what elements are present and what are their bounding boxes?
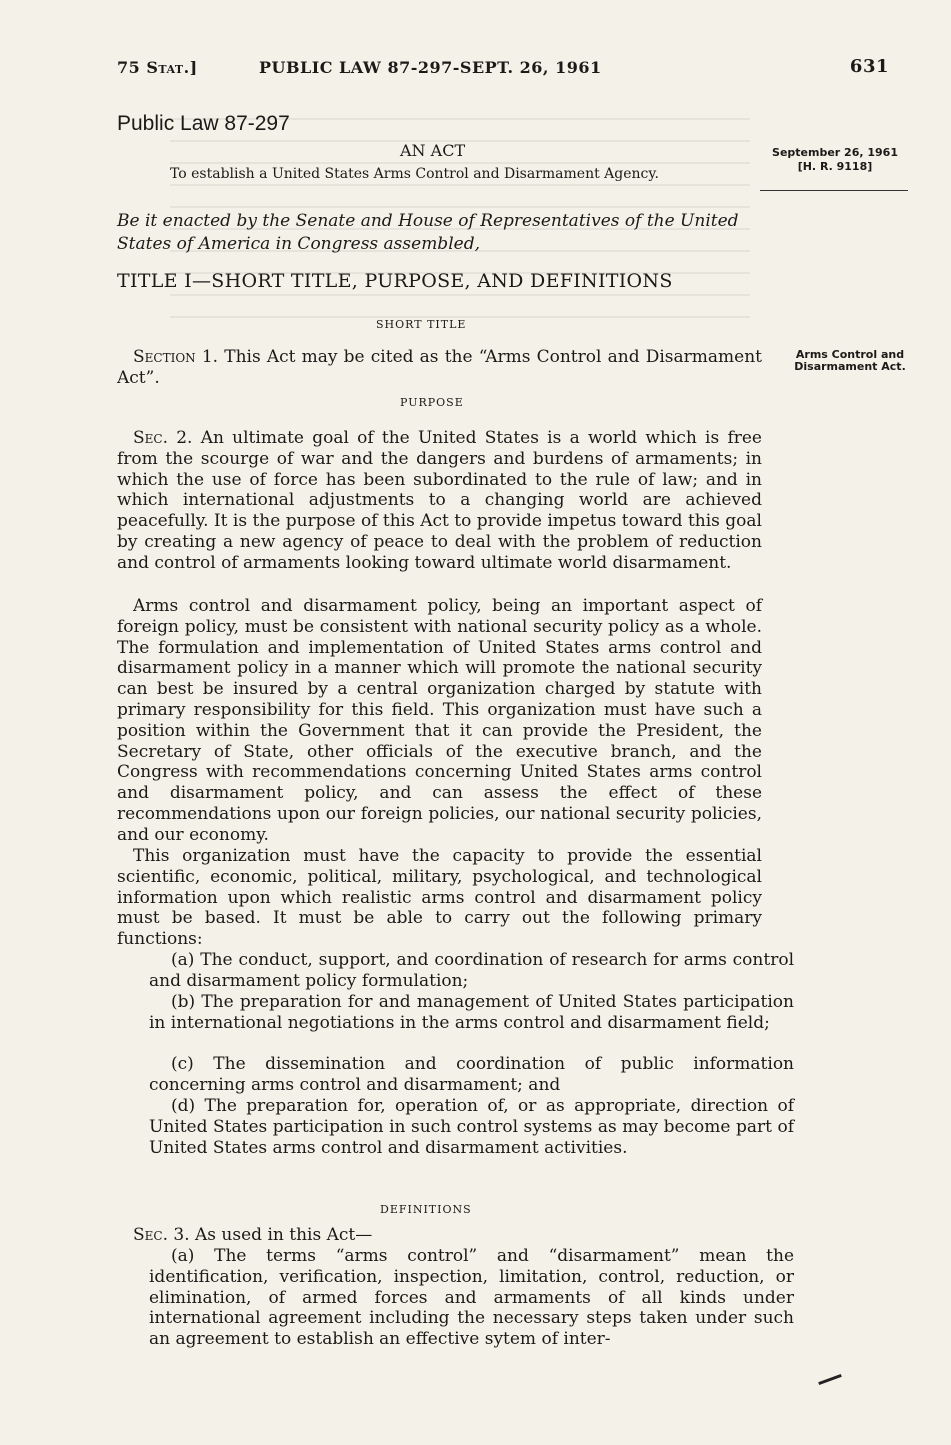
date-note	[760, 146, 910, 191]
definitions-heading: DEFINITIONS	[380, 1203, 472, 1216]
short-title-heading: SHORT TITLE	[376, 318, 467, 331]
list-item: (d) The preparation for, operation of, or as appropriate, direction of United States participation in such control systems as may become part of United States arms control and disarmament activities.	[149, 1096, 794, 1158]
act-subtitle: To establish a United States Arms Control and Disarmament Agency.	[170, 166, 659, 182]
list-item: (a) The conduct, support, and coordination of research for arms control and disarmament policy formulation;	[149, 950, 794, 991]
purpose-heading: PURPOSE	[400, 396, 464, 409]
margin-note: Arms Control and Disarmament Act.	[794, 348, 906, 373]
section-1	[117, 347, 762, 389]
enacting-clause: Be it enacted by the Senate and House of Representatives of the United States of America in Congress assembled,	[117, 211, 739, 254]
public-law-number: Public Law 87-297	[117, 112, 290, 135]
section-label: Sec. 2.	[133, 428, 193, 448]
section-2-paragraph: Arms control and disarmament policy, being an important aspect of foreign policy, must be consistent with national security policy as a whole. The formulation and implementation of United States arms control and disarmament policy in a manner which will promote the national security can best be insured by a central organization charged by statute with primary responsibility for this field. This organization must have such a position within the Government that it can provide the President, the Secretary of State, other officials of the executive branch, and the Congress with recommendations concerning United States arms control and disarmament policy, and can assess the effect of these recommendations upon our foreign policies, our national security policies, and our economy.	[117, 596, 762, 845]
page-number: 631	[849, 56, 889, 77]
list-item: (a) The terms “arms control” and “disarmament” mean the identification, verification, inspection, limitation, control, reduction, or elimination, of armed forces and armaments of all kinds under international agreement including the necessary steps taken under such an agreement to establish an effective sytem of inter-	[149, 1246, 794, 1350]
law-citation: PUBLIC LAW 87-297-SEPT. 26, 1961	[259, 58, 602, 77]
list-item: (b) The preparation for and management of United States participation in international negotiations in the arms control and disarmament field;	[149, 992, 794, 1033]
section-3-intro	[117, 1225, 762, 1246]
section-2-paragraph: This organization must have the capacity to provide the essential scientific, economic, political, military, psychological, and technological information upon which realistic arms control and disarmament policy must be based. It must be able to carry out the following primary functions:	[117, 846, 762, 950]
approval-date: September 26, 1961	[772, 146, 898, 159]
section-text: An ultimate goal of the United States is a world which is free from the scourge of war and the dangers and burdens of armaments; in which the use of force has been subordinated to the rule of law; and in which international adjustments to a changing world are achieved peacefully. It is the purpose of this Act to provide impetus toward this goal by creating a new agency of peace to deal with the problem of reduction and control of armaments looking toward ultimate world disarmament.	[117, 428, 762, 573]
divider	[760, 190, 908, 191]
section-label: Sec. 3.	[133, 1225, 190, 1245]
title-heading: TITLE I—SHORT TITLE, PURPOSE, AND DEFINITIONS	[117, 270, 673, 292]
act-heading: AN ACT	[400, 141, 466, 160]
bill-number: [H. R. 9118]	[797, 160, 873, 173]
volume-citation: 75 Stat.]	[117, 58, 198, 77]
section-label: Section 1.	[133, 347, 219, 367]
running-header	[117, 58, 907, 84]
section-text: This Act may be cited as the “Arms Control and Disarmament Act”.	[117, 347, 763, 388]
list-item: (c) The dissemination and coordination of public information concerning arms control and disarmament; and	[149, 1054, 794, 1095]
pen-mark	[818, 1374, 842, 1385]
section-text: As used in this Act—	[195, 1225, 373, 1245]
section-2-paragraph	[117, 428, 762, 574]
